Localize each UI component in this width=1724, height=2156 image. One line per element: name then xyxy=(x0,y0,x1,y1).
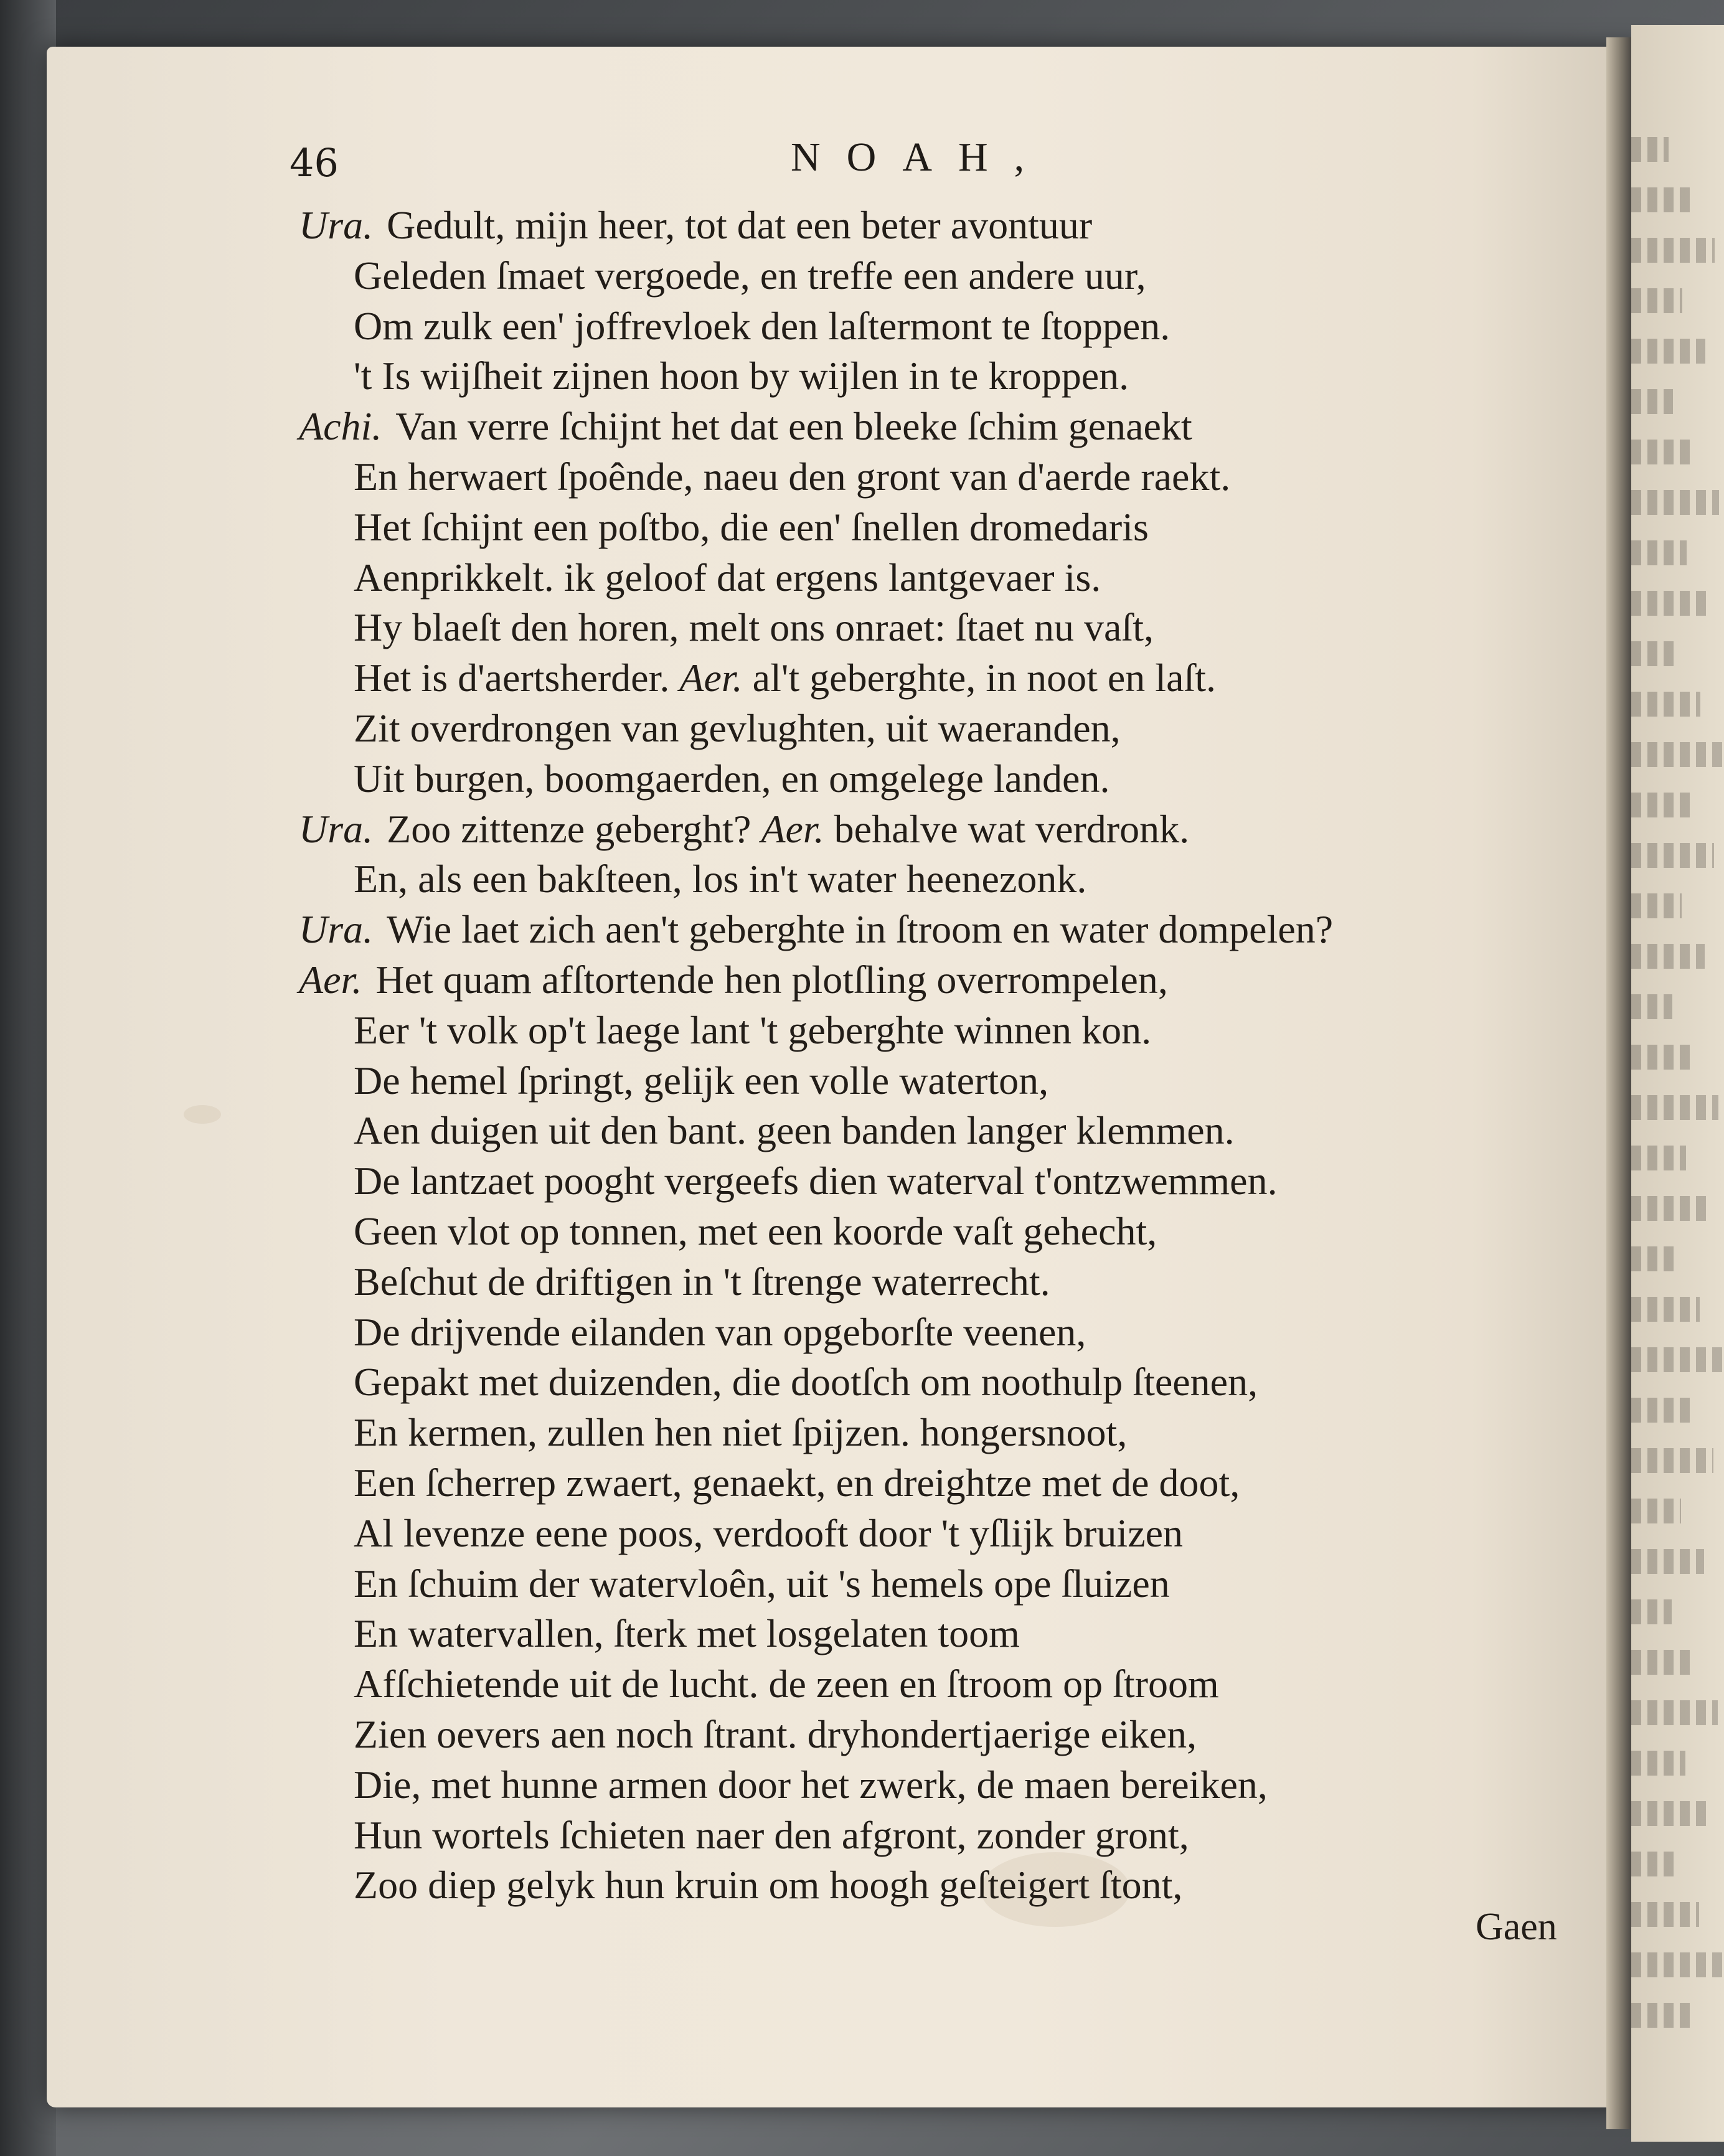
speaker-name: Achi. xyxy=(299,404,382,449)
verse-line xyxy=(299,402,1594,452)
facing-page-text-line xyxy=(1631,1801,1708,1826)
verse-text-segment: Beſchut de driftigen in 't ſtrenge waterrecht. xyxy=(354,1259,1050,1304)
verse-line xyxy=(299,1156,1594,1207)
verse-line xyxy=(299,1056,1594,1106)
verse-line xyxy=(299,1810,1594,1861)
verse-line xyxy=(299,1609,1594,1659)
verse-text-segment: Zoo diep gelyk hun kruin om hoogh geſteigert ſtont, xyxy=(354,1863,1183,1908)
speaker-name: Ura. xyxy=(299,203,374,247)
facing-page-text-line xyxy=(1631,641,1677,666)
verse-line xyxy=(299,200,1594,251)
speaker-name: Ura. xyxy=(299,806,374,851)
verse-line xyxy=(299,1408,1594,1458)
facing-page-text-line xyxy=(1631,1499,1681,1523)
verse-text-segment: Geleden ſmaet vergoede, en treffe een andere uur, xyxy=(354,253,1146,298)
facing-page-text-line xyxy=(1631,490,1719,515)
verse-text xyxy=(299,200,1594,1911)
facing-page-text-line xyxy=(1631,1297,1700,1322)
verse-text-segment: Hun wortels ſchieten naer den afgront, zonder gront, xyxy=(354,1812,1189,1857)
verse-line xyxy=(299,502,1594,553)
facing-page-text-line xyxy=(1631,1952,1722,1977)
verse-line xyxy=(299,1106,1594,1156)
verse-line xyxy=(299,1860,1594,1911)
verse-line xyxy=(299,251,1594,301)
verse-line xyxy=(299,1207,1594,1257)
facing-page-text-line xyxy=(1631,1852,1676,1876)
verse-line xyxy=(299,1710,1594,1760)
verse-text-segment: Gedult, mijn heer, tot dat een beter avontuur xyxy=(387,203,1093,247)
verse-text-segment: Het ſchijnt een poſtbo, die een' ſnellen dromedaris xyxy=(354,504,1149,549)
verse-text-segment: En, als een bakſteen, los in't water heenezonk. xyxy=(354,857,1087,901)
verse-text-segment: En watervallen, ſterk met losgelaten toom xyxy=(354,1611,1020,1656)
facing-page-text-line xyxy=(1631,944,1705,969)
verse-line xyxy=(299,854,1594,905)
facing-page-text-line xyxy=(1631,843,1714,868)
verse-text-segment: En herwaert ſpoênde, naeu den gront van d'aerde raekt. xyxy=(354,454,1231,499)
facing-page-text-line xyxy=(1631,288,1682,313)
verse-line xyxy=(299,1307,1594,1358)
facing-page-text-line xyxy=(1631,1246,1677,1271)
facing-page-text-line xyxy=(1631,1549,1704,1574)
verse-text-segment: En ſchuim der watervloên, uit 's hemels ope ſluizen xyxy=(354,1561,1170,1606)
verse-text-segment: De drijvende eilanden van opgeborſte veenen, xyxy=(354,1309,1086,1354)
verse-line xyxy=(299,1257,1594,1307)
page-number: 46 xyxy=(290,140,339,186)
facing-page-text-line xyxy=(1631,1599,1672,1624)
verse-line xyxy=(299,1458,1594,1509)
facing-page-text-line xyxy=(1631,1398,1690,1423)
verse-line xyxy=(299,1760,1594,1810)
verse-text-segment: De lantzaet pooght vergeefs dien waterval t'ontzwemmen. xyxy=(354,1159,1278,1203)
verse-text-segment: Al levenze eene poos, verdooft door 't yſlijk bruizen xyxy=(354,1510,1183,1555)
book-gutter xyxy=(1606,37,1631,2129)
verse-text-segment: Wie laet zich aen't geberghte in ſtroom en water dompelen? xyxy=(387,907,1334,952)
facing-page-text-line xyxy=(1631,994,1672,1019)
facing-page-text-line xyxy=(1631,1095,1718,1120)
verse-line xyxy=(299,704,1594,754)
verse-line xyxy=(299,553,1594,603)
ink-spot xyxy=(184,1105,221,1124)
facing-page-text-line xyxy=(1631,1146,1686,1170)
verse-text-segment: Aen duigen uit den bant. geen banden langer klemmen. xyxy=(354,1108,1235,1153)
facing-page-text-line xyxy=(1631,893,1682,918)
verse-text-segment: Van verre ſchijnt het dat een bleeke ſchim genaekt xyxy=(395,404,1192,449)
verse-line xyxy=(299,1005,1594,1056)
verse-line xyxy=(299,1357,1594,1408)
verse-line xyxy=(299,804,1594,855)
facing-page-text-line xyxy=(1631,1196,1709,1221)
facing-page-text-line xyxy=(1631,742,1723,767)
facing-page-text-line xyxy=(1631,137,1669,162)
verse-line xyxy=(299,351,1594,402)
catchword: Gaen xyxy=(1476,1906,1557,1948)
verse-line xyxy=(299,653,1594,704)
facing-page-text-line xyxy=(1631,540,1687,565)
verse-text-segment: Uit burgen, boomgaerden, en omgelege landen. xyxy=(354,756,1110,801)
facing-page-text-line xyxy=(1631,440,1696,464)
verse-text-segment: Om zulk een' joffrevloek den laſtermont te ſtoppen. xyxy=(354,303,1171,348)
verse-text-segment: Aenprikkelt. ik geloof dat ergens lantgevaer is. xyxy=(354,555,1101,600)
verse-text-segment: 't Is wijſheit zijnen hoon by wijlen in te kroppen. xyxy=(354,354,1129,398)
verse-line xyxy=(299,955,1594,1005)
facing-page-text-line xyxy=(1631,1045,1695,1070)
speaker-name: Aer. xyxy=(679,656,743,700)
facing-page-edge xyxy=(1631,25,1724,2142)
verse-text-segment: Zien oevers aen noch ſtrant. dryhondertjaerige eiken, xyxy=(354,1711,1197,1756)
verse-line xyxy=(299,1509,1594,1559)
facing-page-text-line xyxy=(1631,1700,1718,1725)
running-head: NOAH, xyxy=(791,134,1051,180)
verse-text-segment: Eer 't volk op't laege lant 't geberghte winnen kon. xyxy=(354,1007,1152,1052)
verse-line xyxy=(299,1559,1594,1609)
facing-page-text-line xyxy=(1631,591,1710,616)
verse-text-segment: Zoo zittenze geberght? xyxy=(387,806,761,851)
verse-line xyxy=(299,452,1594,502)
speaker-name: Aer. xyxy=(299,957,362,1002)
verse-line xyxy=(299,301,1594,352)
facing-page-text-line xyxy=(1631,1448,1713,1473)
verse-text-segment: behalve wat verdronk. xyxy=(824,806,1190,851)
facing-page-text-line xyxy=(1631,2003,1690,2028)
facing-page-text-line xyxy=(1631,339,1705,364)
verse-text-segment: Zit overdrongen van gevlughten, uit waeranden, xyxy=(354,705,1121,750)
verse-text-segment: En kermen, zullen hen niet ſpijzen. hongersnoot, xyxy=(354,1410,1128,1455)
facing-page-text-line xyxy=(1631,238,1715,263)
verse-line xyxy=(299,754,1594,804)
facing-page-text-line xyxy=(1631,793,1691,817)
facing-page-text-line xyxy=(1631,1650,1695,1675)
verse-text-segment: Het quam afſtortende hen plotſling overrompelen, xyxy=(375,957,1168,1002)
verse-text-segment: Het is d'aertsherder. xyxy=(354,656,680,700)
verse-line xyxy=(299,905,1594,955)
verse-text-segment: De hemel ſpringt, gelijk een volle waterton, xyxy=(354,1058,1049,1103)
verse-text-segment: Afſchietende uit de lucht. de zeen en ſtroom op ſtroom xyxy=(354,1662,1219,1706)
speaker-name: Ura. xyxy=(299,907,374,952)
verse-text-segment: al't geberghte, in noot en laſt. xyxy=(742,656,1217,700)
verse-line xyxy=(299,1659,1594,1710)
facing-page-text-line xyxy=(1631,187,1692,212)
facing-page-text-line xyxy=(1631,1902,1699,1927)
facing-page-text-line xyxy=(1631,389,1673,414)
verse-text-segment: Een ſcherrep zwaert, genaekt, en dreightze met de doot, xyxy=(354,1460,1240,1505)
verse-text-segment: Gepakt met duizenden, die dootſch om noothulp ſteenen, xyxy=(354,1360,1258,1405)
facing-page-text-line xyxy=(1631,1347,1723,1372)
facing-page-text-line xyxy=(1631,1751,1685,1776)
verse-text-segment: Die, met hunne armen door het zwerk, de maen bereiken, xyxy=(354,1762,1268,1807)
verse-text-segment: Geen vlot op tonnen, met een koorde vaſt gehecht, xyxy=(354,1208,1157,1253)
speaker-name: Aer. xyxy=(761,806,824,851)
verse-text-segment: Hy blaeſt den horen, melt ons onraet: ſtaet nu vaſt, xyxy=(354,605,1154,650)
verse-line xyxy=(299,603,1594,653)
facing-page-text-line xyxy=(1631,692,1700,717)
